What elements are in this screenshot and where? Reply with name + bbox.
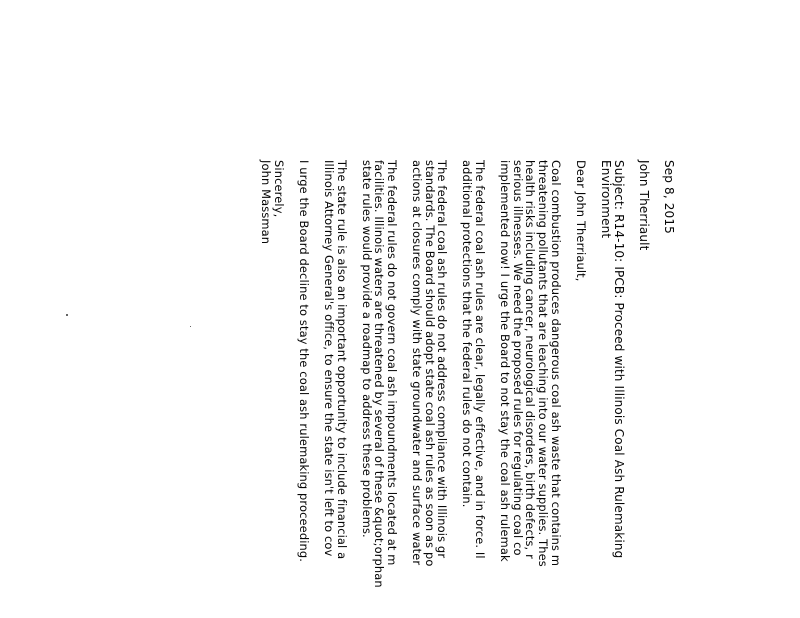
paragraph-line: facilities. Illinois waters are threatened by several of these &quot;orphan [372, 160, 387, 588]
letter-recipient: John Therriault [636, 160, 651, 251]
paragraph-2 [461, 160, 486, 618]
paragraph-6 [297, 160, 310, 618]
letter-salutation: Dear John Therriault, [573, 160, 588, 282]
paragraph-line: I urge the Board decline to stay the coal ash rulemaking proceeding. [296, 160, 311, 563]
paragraph-line: implemented now! I urge the Board to not stay the coal ash rulemak [498, 160, 513, 562]
scan-speck [66, 314, 68, 316]
letter-subject-line-1: Subject: R14-10: IPCB: Proceed with Illinois Coal Ash Rulemaking [611, 160, 626, 559]
paragraph-line: standards. The Board should adopt state coal ash rules as soon as po [422, 160, 437, 567]
letter-signature: John Massman [259, 160, 273, 245]
scan-speck [190, 326, 191, 327]
rotated-letter [259, 160, 676, 618]
paragraph-line: Illinois Attorney General's office, to ensure the state isn't left to cov [321, 160, 336, 557]
paragraph-line: Coal combustion produces dangerous coal ash waste that contains m [548, 160, 563, 567]
paragraph-line: health risks including cancer, neurological disorders, birth defects, r [523, 160, 538, 559]
paragraph-3 [411, 160, 449, 618]
paragraph-4 [360, 160, 398, 618]
letter-date: Sep 8, 2015 [662, 160, 676, 234]
letter-closing: Sincerely, [271, 160, 286, 218]
paragraph-line: serious illnesses. We need the proposed rules for regulating coal co [510, 160, 525, 556]
paragraph-line: The federal coal ash rules do not address compliance with Illinois gr [435, 160, 450, 559]
paragraph-5 [322, 160, 347, 618]
paragraph-line: actions at closures comply with state groundwater and surface water [410, 160, 425, 566]
paragraph-line: additional protections that the federal rules do not contain. [460, 160, 475, 508]
paragraph-line: threatening pollutants that are leaching into our water supplies. Thes [536, 160, 551, 567]
paragraph-line: The state rule is also an important opportunity to include financial a [334, 160, 349, 560]
paragraph-line: state rules would provide a roadmap to address these problems. [359, 160, 374, 538]
paragraph-line: The federal coal ash rules are clear, legally effective, and in force. Il [473, 160, 488, 559]
paragraph-line: The federal rules do not govern coal ash impoundments located at m [384, 160, 399, 566]
letter-subject-line-2: Environment [599, 160, 614, 239]
paragraph-1 [499, 160, 562, 618]
